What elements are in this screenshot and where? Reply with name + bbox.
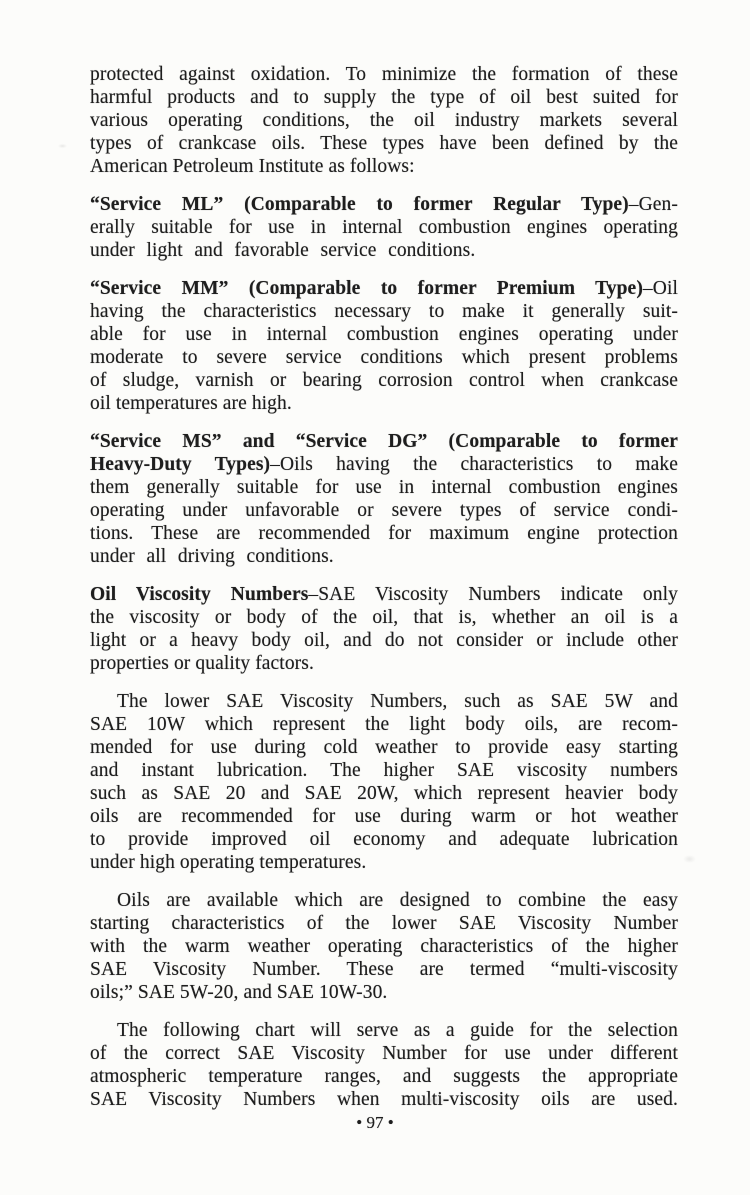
text-line [90,583,678,606]
text-line [90,277,678,300]
text-line [90,239,678,262]
text-run: erally suitable for use in internal combustion engines operating [90,217,678,238]
text-run: SAE Viscosity Numbers when multi-viscosity oils are used. [90,1089,678,1110]
text-run: to provide improved oil economy and adequate lubrication [90,829,678,850]
text-run: types of crankcase oils. These types have been defined by the [90,133,678,154]
text-run: –SAE Viscosity Numbers indicate only [308,584,678,605]
text-line [90,346,678,369]
text-line [90,545,678,568]
text-run: oils;” SAE 5W-20, and SAE 10W-30. [90,982,388,1003]
text-run: them generally suitable for use in internal combustion engines [90,477,678,498]
text-line [90,63,678,86]
text-run: –Gen- [628,194,678,215]
text-line [90,889,678,912]
text-line [90,109,678,132]
text-run: mended for use during cold weather to provide easy starting [90,737,678,758]
text-line [90,759,678,782]
text-line [90,690,678,713]
text-run: harmful products and to supply the type of oil best suited for [90,87,678,108]
text-run: and instant lubrication. The higher SAE viscosity numbers [90,760,678,781]
text-line [90,392,678,415]
text-line [90,369,678,392]
text-run: of sludge, varnish or bearing corrosion control when crankcase [90,370,678,391]
paragraph-service-mm [90,277,678,415]
text-line [90,323,678,346]
text-run: The following chart will serve as a guide for the selection [117,1020,678,1041]
text-line [90,476,678,499]
text-run: oils are recommended for use during warm or hot weather [90,806,678,827]
text-run: with the warm weather operating characteristics of the higher [90,936,678,957]
text-line [90,828,678,851]
text-line [90,912,678,935]
text-line [90,132,678,155]
paragraph-oil-types-intro [90,63,678,178]
text-run: SAE Viscosity Number. These are termed “multi-viscosity [90,959,678,980]
text-run: SAE 10W which represent the light body oils, are recom- [90,714,678,735]
text-line [90,1042,678,1065]
text-line [90,805,678,828]
bold-run-in-heading: “Service MM” (Comparable to former Premium Type) [90,278,643,299]
text-run: under high operating temperatures. [90,852,367,873]
text-line [90,606,678,629]
text-run: oil temperatures are high. [90,393,292,414]
text-line [90,981,678,1004]
text-run: –Oils having the characteristics to make [270,454,678,475]
text-line [90,652,678,675]
text-run: light or a heavy body oil, and do not consider or include other [90,630,678,651]
text-line [90,958,678,981]
text-run: able for use in internal combustion engines operating under [90,324,678,345]
paragraph-lower-sae-numbers [90,690,678,874]
text-run: having the characteristics necessary to make it generally suit- [90,301,678,322]
text-line [90,193,678,216]
text-run: starting characteristics of the lower SAE Viscosity Number [90,913,678,934]
text-line [90,1088,678,1111]
text-line [90,216,678,239]
text-line [90,300,678,323]
bold-run-in-heading: Heavy-Duty Types) [90,454,271,475]
bold-run-in-heading: Oil Viscosity Numbers [90,584,309,605]
text-line [90,522,678,545]
page-number: • 97 • [356,1113,394,1132]
text-run: under light and favorable service conditions. [90,240,476,261]
scan-artifact [683,855,696,863]
scan-artifact [58,144,67,148]
text-run: moderate to severe service conditions which present problems [90,347,678,368]
text-line [90,453,678,476]
text-line [90,851,678,874]
text-run: The lower SAE Viscosity Numbers, such as SAE 5W and [117,691,678,712]
text-run: various operating conditions, the oil industry markets several [90,110,678,131]
paragraph-chart-guide [90,1019,678,1111]
text-line [90,499,678,522]
text-line [90,782,678,805]
paragraph-multi-viscosity-oils [90,889,678,1004]
paragraph-oil-viscosity-numbers [90,583,678,675]
text-run: –Oil [642,278,678,299]
bold-run-in-heading: “Service MS” and “Service DG” (Comparable to former [90,431,678,452]
text-line [90,736,678,759]
text-line [90,430,678,453]
text-run: protected against oxidation. To minimize the formation of these [90,64,678,85]
paragraph-service-ms-dg [90,430,678,568]
text-run: American Petroleum Institute as follows: [90,156,415,177]
text-run: operating under unfavorable or severe types of service condi- [90,500,678,521]
bold-run-in-heading: “Service ML” (Comparable to former Regular Type) [90,194,629,215]
text-line [90,1019,678,1042]
text-run: the viscosity or body of the oil, that is, whether an oil is a [90,607,678,628]
text-block [90,63,678,1111]
text-run: tions. These are recommended for maximum engine protection [90,523,678,544]
text-line [90,86,678,109]
text-run: such as SAE 20 and SAE 20W, which represent heavier body [90,783,678,804]
paragraph-service-ml [90,193,678,262]
text-run: atmospheric temperature ranges, and suggests the appropriate [90,1066,678,1087]
text-line [90,935,678,958]
text-line [90,713,678,736]
text-run: under all driving conditions. [90,546,334,567]
text-run: of the correct SAE Viscosity Number for use under different [90,1043,678,1064]
text-run: properties or quality factors. [90,653,314,674]
text-run: Oils are available which are designed to combine the easy [117,890,678,911]
text-line [90,1065,678,1088]
text-line [90,629,678,652]
text-line [90,155,678,178]
